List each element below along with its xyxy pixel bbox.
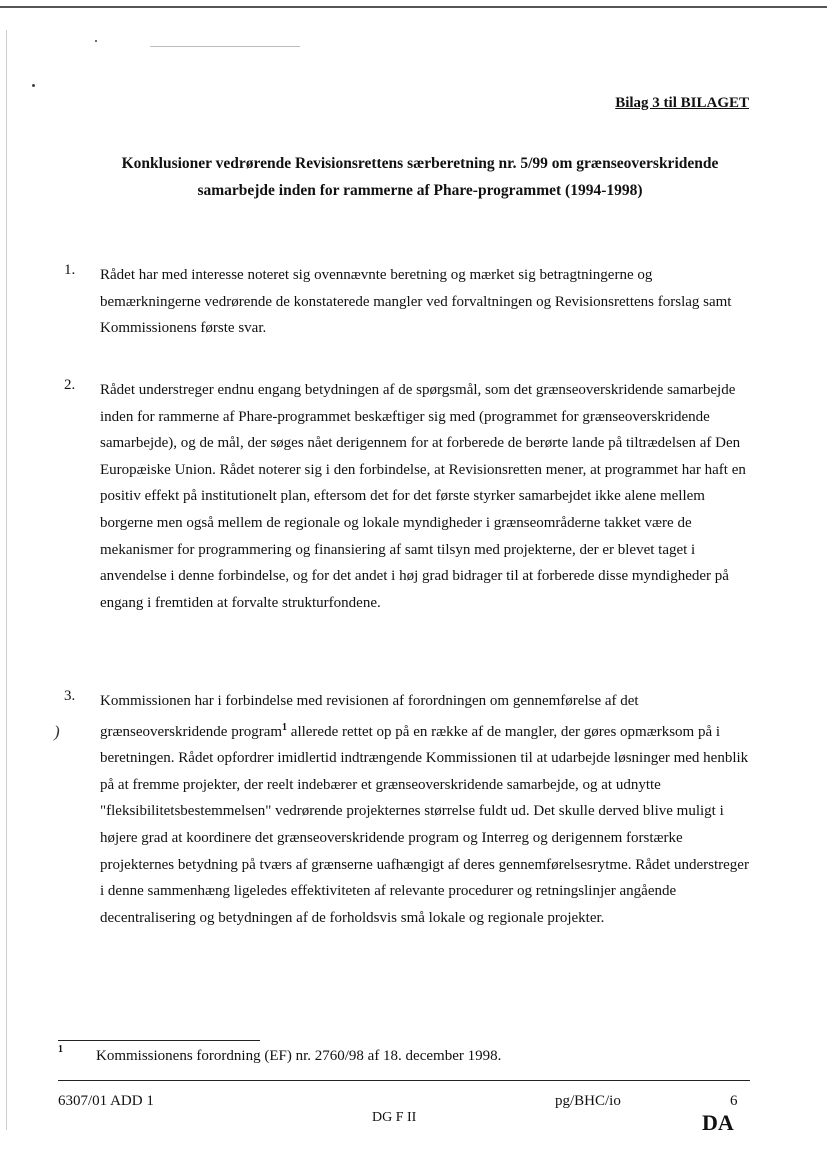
footnote-text: Kommissionens forordning (EF) nr. 2760/98 af 18. december 1998.	[96, 1048, 502, 1064]
title-line-1: Konklusioner vedrørende Revisionsrettens særberetning nr. 5/99 om grænseoverskridende	[121, 155, 719, 172]
scan-margin-line	[6, 30, 7, 1130]
directorate: DG F II	[372, 1110, 417, 1125]
paragraph-3-part-b: allerede rettet op på en række af de mangler, der gøres opmærksom på i beretningen. Rådet opfordrer imidlertid indtrængende Kommissionen til at udarbejde løsninger med henblik på at fremme projekter, der reelt indebærer et grænseoverskridende samarbejde, og at udnytte "fleksibilitetsbestemmelsen" vedrørende projekternes størrelse fuldt ud. Det skulle derved blive muligt i højere grad at koordinere det grænseoverskridende program og Interreg og derigennem forstærke projekternes betydning på tværs af grænserne uafhængigt af deres gennemførelsesrytme. Rådet understreger i denne sammenhæng ligeledes effektiviteten af relevante procedurer og retningslinjer angående decentralisering og betydningen af de forholdsvis små lokale og regionale projekter.	[100, 723, 749, 926]
fax-rule	[150, 46, 300, 47]
scan-speck	[32, 84, 35, 87]
footnote-rule	[58, 1040, 260, 1041]
language-code: DA	[702, 1110, 734, 1135]
scan-mark: )	[54, 722, 60, 741]
paragraph-number: 2.	[64, 377, 76, 393]
paragraph-3	[100, 688, 750, 931]
paragraph-3-part-a: Kommissionen har i forbindelse med revisionen af forordningen om gennemførelse af det grænseoverskridende program	[100, 693, 639, 740]
scan-speck	[95, 40, 97, 42]
document-reference: 6307/01 ADD 1	[58, 1093, 154, 1109]
annex-label: Bilag 3 til BILAGET	[615, 95, 749, 111]
title-line-2: samarbejde inden for rammerne af Phare-programmet (1994-1998)	[197, 182, 643, 199]
paragraph-number: 3.	[64, 688, 76, 704]
fax-header-bar	[0, 0, 827, 8]
document-title	[60, 150, 780, 204]
footer-rule	[58, 1080, 750, 1081]
page-number: 6	[730, 1093, 738, 1109]
paragraph-number: 1.	[64, 262, 76, 278]
footnote-ref: 1	[282, 721, 288, 733]
paragraph-1: Rådet har med interesse noteret sig ovennævnte beretning og mærket sig betragtningerne og bemærkningerne vedrørende de konstaterede mangler ved forvaltningen og Revisionsrettens forslag samt Kommissionens første svar.	[100, 267, 732, 337]
footnote-marker: 1	[58, 1044, 63, 1055]
initials: pg/BHC/io	[555, 1093, 621, 1109]
paragraph-2: Rådet understreger endnu engang betydningen af de spørgsmål, som det grænseoverskridende samarbejde inden for rammerne af Phare-programmet beskæftiger sig med (programmet for grænseoverskridende samarbejde), og de mål, der søges nået derigennem for at forberede de berørte lande på tiltrædelsen af Den Europæiske Union. Rådet noterer sig i den forbindelse, at Revisionsretten mener, at programmet har haft en positiv effekt på institutionelt plan, eftersom det for det første styrker samarbejdet ikke alene mellem borgerne men også mellem de regionale og lokale myndigheder i grænseområderne takket være de mekanismer for programmering og finansiering af samt tilsyn med projekterne, der er blevet taget i anvendelse i denne forbindelse, og for det andet i høj grad bidrager til at forberede disse myndigheder på engang i fremtiden at forvalte strukturfondene.	[100, 382, 746, 611]
